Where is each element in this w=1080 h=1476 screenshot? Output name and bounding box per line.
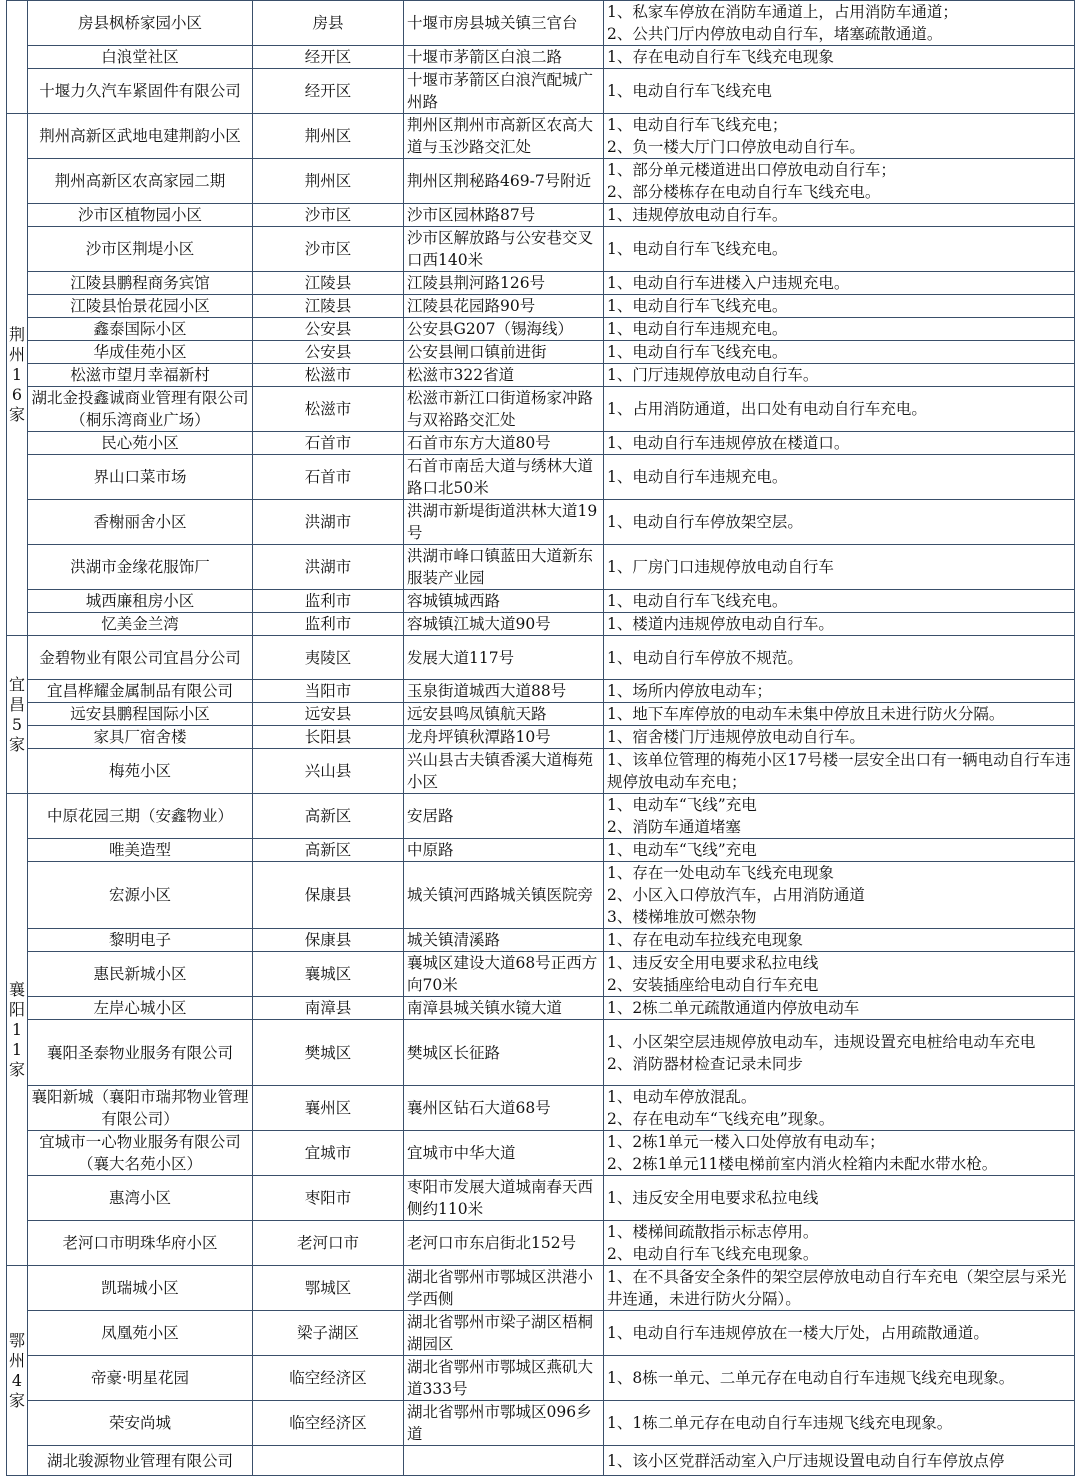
issue-line: 2、小区入口停放汽车，占用消防通道 — [607, 886, 865, 904]
issues-cell — [604, 46, 1075, 69]
address-cell: 远安县鸣凤镇航天路 — [404, 703, 604, 726]
unit-name-cell: 宜城市一心物业服务有限公司（襄大名苑小区） — [28, 1131, 253, 1176]
issue-line: 2、部分楼栋存在电动自行车飞线充电。 — [607, 183, 881, 201]
issue-line: 2、公共门厅内停放电动自行车，堵塞疏散通道。 — [607, 25, 943, 43]
unit-name-cell: 宜昌桦耀金属制品有限公司 — [28, 680, 253, 703]
issues-cell — [604, 318, 1075, 341]
issue-line: 3、楼梯堆放可燃杂物 — [607, 908, 757, 926]
table-row — [7, 1266, 1075, 1311]
unit-name-cell: 江陵县怡景花园小区 — [28, 295, 253, 318]
issue-line: 1、违反安全用电要求私拉电线 — [607, 954, 819, 972]
district-cell: 高新区 — [253, 794, 404, 839]
issues-cell — [604, 432, 1075, 455]
district-cell: 樊城区 — [253, 1020, 404, 1086]
unit-name-cell: 城西廉租房小区 — [28, 590, 253, 613]
issues-cell — [604, 545, 1075, 590]
address-cell: 荆州区荆州市高新区农高大道与玉沙路交汇处 — [404, 114, 604, 159]
issue-line: 1、电动自行车飞线充电。 — [607, 240, 788, 258]
address-cell: 湖北省鄂州市梁子湖区梧桐湖园区 — [404, 1311, 604, 1356]
issues-cell — [604, 1446, 1075, 1476]
address-cell: 老河口市东启街北152号 — [404, 1221, 604, 1266]
table-row — [7, 1446, 1075, 1476]
issues-cell — [604, 1311, 1075, 1356]
address-cell: 洪湖市峰口镇蓝田大道新东服装产业园 — [404, 545, 604, 590]
table-row — [7, 432, 1075, 455]
table-row — [7, 318, 1075, 341]
district-cell: 经开区 — [253, 69, 404, 114]
issues-cell — [604, 590, 1075, 613]
table-row — [7, 545, 1075, 590]
issue-line: 1、楼梯间疏散指示标志停用。 — [607, 1223, 819, 1241]
address-cell: 发展大道117号 — [404, 636, 604, 680]
issues-cell — [604, 794, 1075, 839]
unit-name-cell: 远安县鹏程国际小区 — [28, 703, 253, 726]
district-cell: 枣阳市 — [253, 1176, 404, 1221]
table-row — [7, 1221, 1075, 1266]
district-cell: 房县 — [253, 1, 404, 46]
issue-line: 1、地下车库停放的电动车未集中停放且未进行防火分隔。 — [607, 705, 1005, 723]
table-row — [7, 680, 1075, 703]
issue-line: 1、2栋二单元疏散通道内停放电动车 — [607, 999, 860, 1017]
inspection-table — [6, 0, 1075, 1476]
unit-name-cell: 家具厂宿舍楼 — [28, 726, 253, 749]
issue-line: 1、电动车停放混乱。 — [607, 1088, 757, 1106]
address-cell: 襄州区钻石大道68号 — [404, 1086, 604, 1131]
unit-name-cell: 松滋市望月幸福新村 — [28, 364, 253, 387]
table-row — [7, 1086, 1075, 1131]
district-cell: 松滋市 — [253, 364, 404, 387]
unit-name-cell: 襄阳圣泰物业服务有限公司 — [28, 1020, 253, 1086]
issue-line: 1、门厅违规停放电动自行车。 — [607, 366, 819, 384]
address-cell: 沙市区园林路87号 — [404, 204, 604, 227]
address-cell: 中原路 — [404, 839, 604, 862]
issue-line: 1、厂房门口违规停放电动自行车 — [607, 558, 834, 576]
unit-name-cell: 界山口菜市场 — [28, 455, 253, 500]
issues-cell — [604, 726, 1075, 749]
issue-line: 1、在不具备安全条件的架空层停放电动自行车充电（架空层与采光井连通，未进行防火分隔）。 — [607, 1268, 1067, 1308]
issue-line: 1、1栋二单元存在电动自行车违规飞线充电现象。 — [607, 1414, 953, 1432]
issue-line: 1、宿舍楼门厅违规停放电动自行车。 — [607, 728, 865, 746]
address-cell: 兴山县古夫镇香溪大道梅苑小区 — [404, 749, 604, 794]
address-cell: 石首市东方大道80号 — [404, 432, 604, 455]
region-group-cell — [7, 636, 28, 794]
issue-line: 1、存在一处电动车飞线充电现象 — [607, 864, 834, 882]
district-cell: 监利市 — [253, 590, 404, 613]
district-cell: 经开区 — [253, 46, 404, 69]
region-group-cell — [7, 794, 28, 1266]
unit-name-cell: 梅苑小区 — [28, 749, 253, 794]
address-cell: 洪湖市新堤街道洪林大道19号 — [404, 500, 604, 545]
address-cell: 荆州区荆秘路469-7号附近 — [404, 159, 604, 204]
table-row — [7, 839, 1075, 862]
address-cell: 城关镇清溪路 — [404, 929, 604, 952]
issue-line: 1、电动自行车飞线充电。 — [607, 592, 788, 610]
address-cell: 容城镇江城大道90号 — [404, 613, 604, 636]
issues-cell — [604, 636, 1075, 680]
issue-line: 1、电动自行车违规充电。 — [607, 320, 788, 338]
address-cell: 十堰市茅箭区白浪二路 — [404, 46, 604, 69]
table-row — [7, 997, 1075, 1020]
district-cell: 夷陵区 — [253, 636, 404, 680]
region-group-cell — [7, 1, 28, 114]
district-cell: 襄州区 — [253, 1086, 404, 1131]
address-cell: 十堰市房县城关镇三官台 — [404, 1, 604, 46]
table-row — [7, 794, 1075, 839]
issues-cell — [604, 272, 1075, 295]
unit-name-cell: 白浪堂社区 — [28, 46, 253, 69]
issue-line: 2、负一楼大厅门口停放电动自行车。 — [607, 138, 865, 156]
issues-cell — [604, 1356, 1075, 1401]
table-row — [7, 387, 1075, 432]
unit-name-cell: 黎明电子 — [28, 929, 253, 952]
district-cell: 襄城区 — [253, 952, 404, 997]
table-row — [7, 613, 1075, 636]
issue-line: 1、违反安全用电要求私拉电线 — [607, 1189, 819, 1207]
region-label: 荆州16家 — [8, 324, 25, 424]
issue-line: 1、电动车“飞线”充电 — [607, 841, 757, 859]
unit-name-cell: 凯瑞城小区 — [28, 1266, 253, 1311]
issue-line: 1、电动自行车飞线充电； — [607, 116, 788, 134]
issues-cell — [604, 1221, 1075, 1266]
unit-name-cell: 惠民新城小区 — [28, 952, 253, 997]
table-row — [7, 636, 1075, 680]
district-cell: 远安县 — [253, 703, 404, 726]
issues-cell — [604, 1401, 1075, 1446]
issues-cell — [604, 613, 1075, 636]
issues-cell — [604, 929, 1075, 952]
address-cell: 城关镇河西路城关镇医院旁 — [404, 862, 604, 929]
inspection-table-page — [6, 0, 1074, 1476]
issue-line: 1、8栋一单元、二单元存在电动自行车违规飞线充电现象。 — [607, 1369, 1015, 1387]
table-row — [7, 341, 1075, 364]
issue-line: 1、小区架空层违规停放电动车，违规设置充电桩给电动车充电 — [607, 1032, 1036, 1051]
district-cell: 兴山县 — [253, 749, 404, 794]
table-row — [7, 1176, 1075, 1221]
district-cell: 公安县 — [253, 341, 404, 364]
address-cell: 十堰市茅箭区白浪汽配城广州路 — [404, 69, 604, 114]
issue-line: 2、电动自行车飞线充电现象。 — [607, 1245, 819, 1263]
address-cell: 公安县G207（锡海线） — [404, 318, 604, 341]
district-cell: 临空经济区 — [253, 1401, 404, 1446]
unit-name-cell: 老河口市明珠华府小区 — [28, 1221, 253, 1266]
table-row — [7, 703, 1075, 726]
district-cell: 临空经济区 — [253, 1356, 404, 1401]
table-row — [7, 590, 1075, 613]
district-cell: 沙市区 — [253, 227, 404, 272]
issue-line: 1、电动自行车违规停放在楼道口。 — [607, 434, 850, 452]
unit-name-cell: 香榭丽舍小区 — [28, 500, 253, 545]
issue-line: 1、楼道内违规停放电动自行车。 — [607, 615, 834, 633]
issues-cell — [604, 1020, 1075, 1086]
address-cell: 湖北省鄂州市鄂城区096乡道 — [404, 1401, 604, 1446]
unit-name-cell: 房县枫桥家园小区 — [28, 1, 253, 46]
unit-name-cell: 江陵县鹏程商务宾馆 — [28, 272, 253, 295]
issue-line: 1、电动自行车停放架空层。 — [607, 513, 803, 531]
table-body — [7, 1, 1075, 1476]
issues-cell — [604, 387, 1075, 432]
table-row — [7, 952, 1075, 997]
district-cell: 沙市区 — [253, 204, 404, 227]
district-cell: 荆州区 — [253, 114, 404, 159]
issue-line: 1、占用消防通道，出口处有电动自行车充电。 — [607, 400, 927, 418]
district-cell: 公安县 — [253, 318, 404, 341]
table-row — [7, 159, 1075, 204]
district-cell: 鄂城区 — [253, 1266, 404, 1311]
table-row — [7, 455, 1075, 500]
issue-line: 1、电动自行车飞线充电。 — [607, 343, 788, 361]
address-cell: 石首市南岳大道与绣林大道路口北50米 — [404, 455, 604, 500]
district-cell: 松滋市 — [253, 387, 404, 432]
address-cell: 江陵县荆河路126号 — [404, 272, 604, 295]
issues-cell — [604, 839, 1075, 862]
unit-name-cell: 沙市区植物园小区 — [28, 204, 253, 227]
issue-line: 1、该小区党群活动室入户厅违规设置电动自行车停放点停 — [607, 1451, 1005, 1470]
table-row — [7, 749, 1075, 794]
table-row — [7, 69, 1075, 114]
issue-line: 1、2栋1单元一楼入口处停放有电动车； — [607, 1133, 885, 1151]
district-cell: 洪湖市 — [253, 545, 404, 590]
table-row — [7, 204, 1075, 227]
unit-name-cell: 荆州高新区武地电建荆韵小区 — [28, 114, 253, 159]
district-cell: 梁子湖区 — [253, 1311, 404, 1356]
issues-cell — [604, 680, 1075, 703]
issues-cell — [604, 703, 1075, 726]
issues-cell — [604, 862, 1075, 929]
address-cell: 安居路 — [404, 794, 604, 839]
unit-name-cell: 湖北骏源物业管理有限公司 — [28, 1446, 253, 1476]
table-row — [7, 862, 1075, 929]
district-cell: 石首市 — [253, 432, 404, 455]
district-cell: 高新区 — [253, 839, 404, 862]
address-cell: 龙舟坪镇秋潭路10号 — [404, 726, 604, 749]
district-cell: 保康县 — [253, 862, 404, 929]
issues-cell — [604, 749, 1075, 794]
unit-name-cell: 荆州高新区农高家园二期 — [28, 159, 253, 204]
unit-name-cell: 湖北金投鑫诚商业管理有限公司（桐乐湾商业广场） — [28, 387, 253, 432]
table-row — [7, 46, 1075, 69]
issue-line: 1、电动自行车飞线充电 — [607, 82, 772, 100]
issues-cell — [604, 69, 1075, 114]
district-cell: 监利市 — [253, 613, 404, 636]
issue-line: 1、存在电动自行车飞线充电现象 — [607, 48, 834, 66]
issue-line: 1、部分单元楼道进出口停放电动自行车； — [607, 161, 896, 179]
issue-line: 1、私家车停放在消防车通道上，占用消防车通道； — [607, 3, 958, 21]
issue-line: 1、电动自行车停放不规范。 — [607, 648, 803, 667]
district-cell: 保康县 — [253, 929, 404, 952]
issues-cell — [604, 341, 1075, 364]
region-label: 宜昌5家 — [8, 674, 25, 754]
unit-name-cell: 鑫泰国际小区 — [28, 318, 253, 341]
issue-line: 1、电动车“飞线”充电 — [607, 796, 757, 814]
unit-name-cell: 中原花园三期（安鑫物业） — [28, 794, 253, 839]
table-row — [7, 114, 1075, 159]
address-cell: 南漳县城关镇水镜大道 — [404, 997, 604, 1020]
region-group-cell — [7, 1266, 28, 1476]
district-cell — [253, 1446, 404, 1476]
issues-cell — [604, 500, 1075, 545]
table-row — [7, 272, 1075, 295]
issues-cell — [604, 227, 1075, 272]
issue-line: 1、违规停放电动自行车。 — [607, 206, 788, 224]
address-cell: 襄城区建设大道68号正西方向70米 — [404, 952, 604, 997]
address-cell: 松滋市新江口街道杨家冲路与双裕路交汇处 — [404, 387, 604, 432]
region-group-cell — [7, 114, 28, 636]
district-cell: 宜城市 — [253, 1131, 404, 1176]
unit-name-cell: 十堰力久汽车紧固件有限公司 — [28, 69, 253, 114]
table-row — [7, 726, 1075, 749]
table-row — [7, 1401, 1075, 1446]
table-row — [7, 227, 1075, 272]
table-row — [7, 295, 1075, 318]
district-cell: 长阳县 — [253, 726, 404, 749]
unit-name-cell: 宏源小区 — [28, 862, 253, 929]
table-row — [7, 1356, 1075, 1401]
issue-line: 1、电动自行车进楼入户违规充电。 — [607, 274, 850, 292]
district-cell: 南漳县 — [253, 997, 404, 1020]
issues-cell — [604, 1266, 1075, 1311]
unit-name-cell: 襄阳新城（襄阳市瑞邦物业管理有限公司） — [28, 1086, 253, 1131]
issue-line: 1、电动自行车违规充电。 — [607, 468, 788, 486]
region-label: 襄阳11家 — [8, 979, 25, 1079]
district-cell: 荆州区 — [253, 159, 404, 204]
district-cell: 洪湖市 — [253, 500, 404, 545]
table-row — [7, 1131, 1075, 1176]
table-row — [7, 1, 1075, 46]
issues-cell — [604, 997, 1075, 1020]
issues-cell — [604, 159, 1075, 204]
issue-line: 2、安装插座给电动自行车充电 — [607, 976, 819, 994]
address-cell: 容城镇城西路 — [404, 590, 604, 613]
issue-line: 2、消防车通道堵塞 — [607, 818, 741, 836]
address-cell: 玉泉街道城西大道88号 — [404, 680, 604, 703]
address-cell: 湖北省鄂州市鄂城区燕矶大道333号 — [404, 1356, 604, 1401]
issue-line: 1、场所内停放电动车； — [607, 682, 772, 700]
unit-name-cell: 荣安尚城 — [28, 1401, 253, 1446]
address-cell: 枣阳市发展大道城南春天西侧约110米 — [404, 1176, 604, 1221]
issue-line: 2、消防器材检查记录未同步 — [607, 1054, 803, 1073]
issues-cell — [604, 364, 1075, 387]
issue-line: 2、存在电动车“飞线充电”现象。 — [607, 1110, 835, 1128]
table-row — [7, 500, 1075, 545]
address-cell: 沙市区解放路与公安巷交叉口西140米 — [404, 227, 604, 272]
address-cell — [404, 1446, 604, 1476]
region-label: 鄂州4家 — [8, 1330, 25, 1410]
unit-name-cell: 惠湾小区 — [28, 1176, 253, 1221]
unit-name-cell: 忆美金兰湾 — [28, 613, 253, 636]
issue-line: 1、电动自行车违规停放在一楼大厅处，占用疏散通道。 — [607, 1324, 989, 1342]
table-row — [7, 364, 1075, 387]
issues-cell — [604, 114, 1075, 159]
table-row — [7, 1311, 1075, 1356]
unit-name-cell: 华成佳苑小区 — [28, 341, 253, 364]
issues-cell — [604, 295, 1075, 318]
unit-name-cell: 沙市区荆堤小区 — [28, 227, 253, 272]
unit-name-cell: 金碧物业有限公司宜昌分公司 — [28, 636, 253, 680]
issue-line: 2、2栋1单元11楼电梯前室内消火栓箱内未配水带水枪。 — [607, 1155, 998, 1173]
unit-name-cell: 帝豪·明星花园 — [28, 1356, 253, 1401]
unit-name-cell: 凤凰苑小区 — [28, 1311, 253, 1356]
table-row — [7, 929, 1075, 952]
unit-name-cell: 左岸心城小区 — [28, 997, 253, 1020]
issues-cell — [604, 1131, 1075, 1176]
issue-line: 1、存在电动车拉线充电现象 — [607, 931, 803, 949]
address-cell: 樊城区长征路 — [404, 1020, 604, 1086]
unit-name-cell: 洪湖市金缘花服饰厂 — [28, 545, 253, 590]
address-cell: 松滋市322省道 — [404, 364, 604, 387]
issues-cell — [604, 1176, 1075, 1221]
district-cell: 老河口市 — [253, 1221, 404, 1266]
issue-line: 1、电动自行车飞线充电。 — [607, 297, 788, 315]
issues-cell — [604, 952, 1075, 997]
issues-cell — [604, 455, 1075, 500]
issue-line: 1、该单位管理的梅苑小区17号楼一层安全出口有一辆电动自行车违规停放电动车充电； — [607, 751, 1071, 791]
address-cell: 湖北省鄂州市鄂城区洪港小学西侧 — [404, 1266, 604, 1311]
district-cell: 石首市 — [253, 455, 404, 500]
address-cell: 江陵县花园路90号 — [404, 295, 604, 318]
address-cell: 宜城市中华大道 — [404, 1131, 604, 1176]
issues-cell — [604, 204, 1075, 227]
district-cell: 当阳市 — [253, 680, 404, 703]
table-row — [7, 1020, 1075, 1086]
district-cell: 江陵县 — [253, 272, 404, 295]
issues-cell — [604, 1, 1075, 46]
issues-cell — [604, 1086, 1075, 1131]
district-cell: 江陵县 — [253, 295, 404, 318]
unit-name-cell: 唯美造型 — [28, 839, 253, 862]
unit-name-cell: 民心苑小区 — [28, 432, 253, 455]
address-cell: 公安县闸口镇前进街 — [404, 341, 604, 364]
